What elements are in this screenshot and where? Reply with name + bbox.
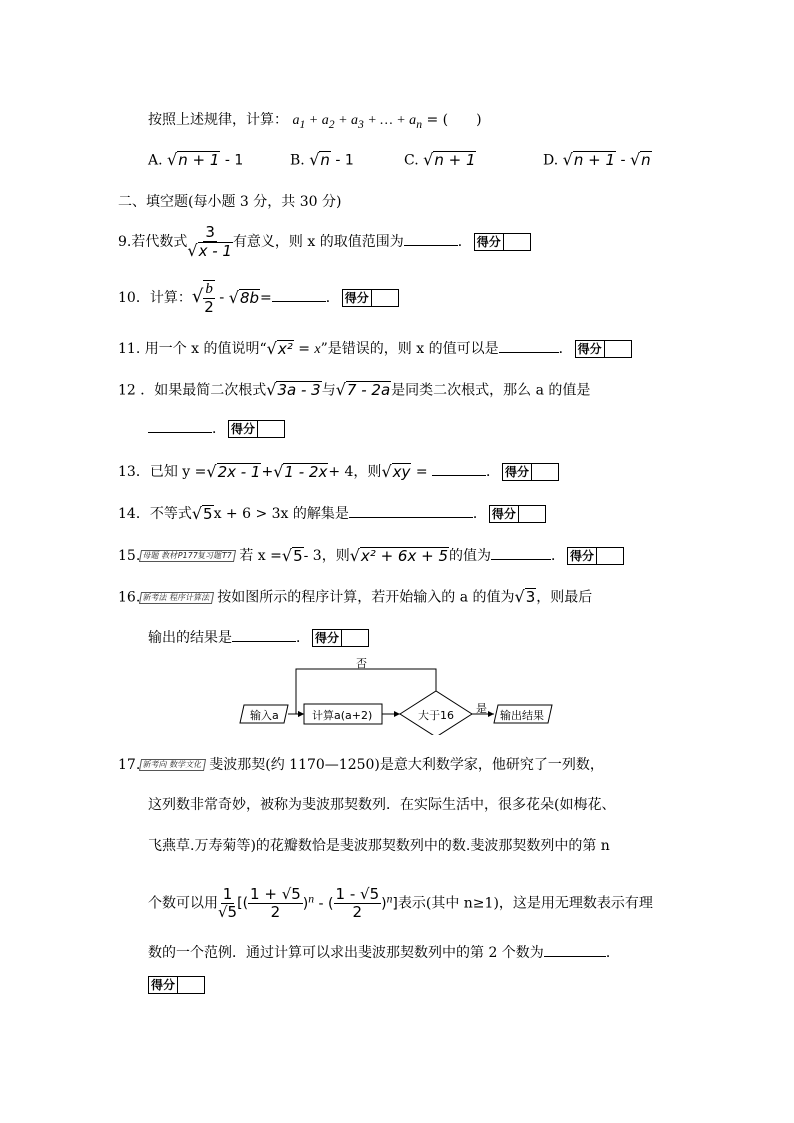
answer-blank[interactable]	[544, 942, 606, 957]
q17-score-line	[146, 975, 205, 995]
option-a: A. √n + 1 - 1	[148, 150, 244, 169]
q17-line4-suffix: 表示(其中 n≥1)，这是用无理数表示有理	[397, 895, 653, 912]
q15-text1: 若 x =	[234, 548, 282, 564]
intro-text: 按照上述规律，计算：	[148, 112, 288, 128]
q13-prefix: 13．已知 y =	[118, 464, 207, 480]
score-box: 得分	[312, 629, 369, 647]
answer-blank[interactable]	[432, 461, 486, 476]
sqrt-5: √5	[191, 503, 213, 523]
sqrt-2x-1: √2x - 1	[206, 461, 261, 481]
question-9: 9.若代数式 $\frac{3}{√x - 1}$ 有意义，则 x 的取值范围为 ． 得分	[118, 224, 531, 260]
sqrt-n: √n	[629, 150, 651, 169]
intro-expression: $a_1 + a_2 + a_3$ + … + $a_n$	[292, 113, 423, 131]
q15-text2: - 3，则	[303, 548, 350, 564]
q15-source-tag: 母题 教材P177复习题T7	[139, 550, 236, 562]
question-13: 13．已知 y =√2x - 1+√1 - 2x+ 4，则√xy = ． 得分	[118, 461, 559, 483]
q17-line2: 这列数非常奇妙，被称为斐波那契数列．在实际生活中，很多花朵(如梅花、	[148, 797, 616, 813]
q9-numerator: 3	[205, 223, 215, 241]
q17-topic-tag: 新考向 数学文化	[139, 759, 206, 771]
q17-line4: 个数可以用 $\frac{1}{√5}$ [( $\frac{1 + √5}{2}$ )$^n$ - ( $\frac{1 - √5}{2}$ )$^n$]表示(其中 n≥1)，这是用无理数表示有理	[148, 885, 653, 921]
q16-text1: 按如图所示的程序计算，若开始输入的 a 的值为	[212, 589, 515, 606]
q12-and: 与	[321, 382, 336, 399]
flow-condition-label: 大于16	[418, 709, 454, 722]
q13-equals: =	[411, 464, 428, 480]
question-10: 10．计算：√ $\frac{b}{2}$ - √8b= ． 得分	[118, 280, 399, 316]
question-16-line2: 输出的结果是 ． 得分	[148, 627, 369, 648]
q9-fraction: $\frac{3}{√x - 1}$	[187, 223, 232, 260]
q13-text: + 4，则	[328, 464, 382, 480]
sqrt-3: √3	[514, 587, 536, 606]
score-box: 得分	[148, 976, 205, 994]
q12-prefix: 12 ．如果最简二次根式	[118, 382, 267, 399]
q10-prefix: 10．计算：	[118, 290, 192, 306]
intro-answer-paren: = ( )	[426, 112, 482, 128]
q15-text3: 的值为	[449, 548, 491, 564]
sqrt-5: √5	[281, 545, 303, 565]
q17-line4-prefix: 个数可以用	[148, 895, 218, 912]
option-b: B. √n - 1	[290, 150, 354, 169]
intro-line	[148, 110, 482, 135]
option-a-label: A.	[148, 152, 163, 169]
question-16	[118, 587, 592, 608]
answer-blank[interactable]	[148, 418, 212, 433]
sqrt-8b: √8b	[228, 287, 260, 307]
sqrt-xy: √xy	[381, 461, 411, 481]
answer-blank[interactable]	[491, 545, 551, 560]
fraction-1-plus-sqrt5-over-2: $\frac{1 + √5}{2}$	[250, 885, 301, 921]
q14-text: x + 6 > 3x 的解集是	[213, 506, 349, 522]
question-11: 11. 用一个 x 的值说明“√x² = x”是错误的，则 x 的值可以是 ． 得分	[118, 338, 632, 360]
score-box: 得分	[342, 289, 399, 307]
sqrt-x2-6x-5: √x² + 6x + 5	[349, 545, 448, 565]
flow-compute-label: 计算a(a+2)	[312, 709, 373, 722]
sqrt-x-squared: √x²	[266, 338, 293, 358]
plus-sign: +	[261, 464, 274, 480]
question-14: 14．不等式√5x + 6 > 3x 的解集是 ． 得分	[118, 503, 546, 525]
q9-text: 有意义，则 x 的取值范围为	[232, 234, 404, 250]
option-d-label: D.	[543, 152, 559, 169]
sqrt-n-plus-1: √n + 1	[562, 150, 615, 169]
q17-line3: 飞燕草.万寿菊等)的花瓣数恰是斐波那契数列中的数.斐波那契数列中的第 n	[148, 838, 610, 854]
answer-blank[interactable]	[272, 287, 326, 302]
flow-input-label: 输入a	[250, 709, 279, 722]
q16-line2-text: 输出的结果是	[148, 630, 232, 646]
flow-output-label: 输出结果	[500, 709, 544, 722]
score-box: 得分	[489, 505, 546, 523]
sqrt-n-plus-1: √n + 1	[167, 150, 220, 169]
option-c	[404, 150, 476, 171]
answer-blank[interactable]	[232, 627, 296, 642]
q14-prefix: 14．不等式	[118, 506, 192, 522]
q17-line1: 斐波那契(约 1170—1250)是意大利数学家，他研究了一列数，	[204, 757, 604, 773]
score-box: 得分	[502, 463, 559, 481]
sqrt-3a-3: √3a - 3	[266, 380, 321, 399]
q17-line5-text: 数的一个范例．通过计算可以求出斐波那契数列中的第 2 个数为	[148, 945, 544, 961]
q16-method-tag: 新考法 程序计算法	[139, 592, 214, 604]
option-d: D. √n + 1 - √n	[543, 150, 651, 169]
q15-prefix: 15.	[118, 548, 141, 564]
q10-fraction: $\frac{b}{2}$	[204, 281, 214, 316]
question-12-line2: ． 得分	[148, 418, 285, 439]
sqrt-1-2x: √1 - 2x	[273, 461, 328, 481]
answer-blank[interactable]	[349, 503, 473, 518]
score-box: 得分	[567, 547, 624, 565]
option-c-label: C.	[404, 152, 419, 169]
answer-blank[interactable]	[499, 338, 559, 353]
q12-text: 是同类二次根式，那么 a 的值是	[391, 382, 591, 399]
sqrt-7-2a: √7 - 2a	[335, 380, 391, 399]
answer-blank[interactable]	[404, 231, 458, 246]
flow-no-label: 否	[356, 657, 367, 670]
q17-prefix: 17.	[118, 757, 141, 773]
q9-prefix: 9.若代数式	[118, 234, 188, 250]
q16-prefix: 16.	[118, 589, 141, 606]
question-17	[118, 755, 604, 775]
section-title: 二、填空题(每小题 3 分，共 30 分)	[118, 194, 342, 210]
q11-prefix: 11. 用一个 x 的值说明“	[118, 341, 267, 357]
fraction-1-sqrt5: $\frac{1}{√5}$	[218, 885, 238, 921]
flow-yes-label: 是	[476, 702, 487, 715]
option-b-label: B.	[290, 152, 305, 169]
score-box: 得分	[575, 340, 632, 358]
score-box: 得分	[474, 233, 531, 251]
fraction-1-minus-sqrt5-over-2: $\frac{1 - √5}{2}$	[335, 885, 380, 921]
question-15: 15. 母题 教材P177复习题T7 若 x =√5- 3，则√x² + 6x + 5的值为 ． 得分	[118, 545, 624, 567]
sqrt-n-plus-1: √n + 1	[423, 150, 476, 169]
q17-line5: 数的一个范例．通过计算可以求出斐波那契数列中的第 2 个数为 ．	[148, 942, 620, 963]
question-12	[118, 380, 590, 401]
sqrt-n: √n	[309, 150, 330, 169]
q11-text: ”是错误的，则 x 的值可以是	[320, 341, 499, 357]
q16-text2: ，则最后	[536, 589, 593, 606]
program-flowchart	[236, 655, 566, 735]
q10-equals: =	[260, 290, 272, 306]
score-box: 得分	[228, 420, 285, 438]
